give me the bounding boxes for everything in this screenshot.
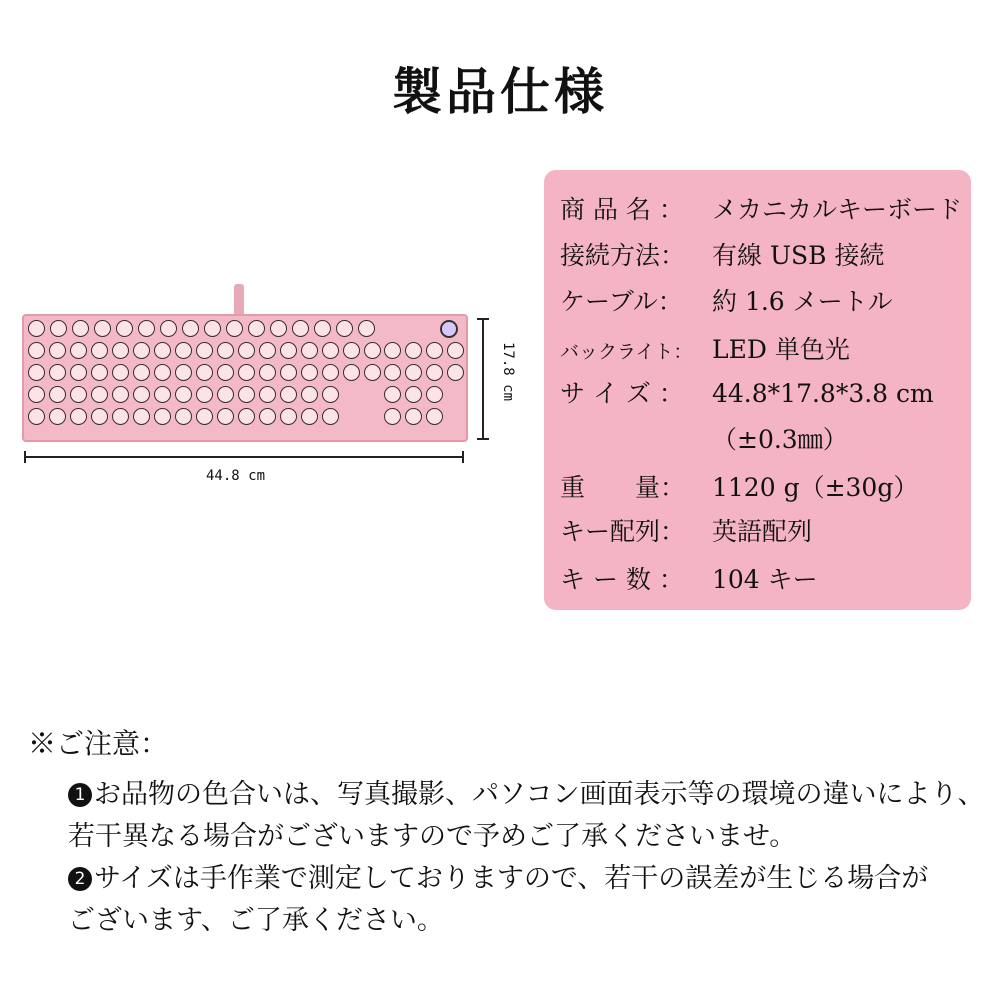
keycap [72, 320, 89, 337]
keycap [280, 408, 297, 425]
spec-label: キー配列： [560, 517, 686, 546]
keycap [280, 342, 297, 359]
keycap [175, 364, 192, 381]
spec-label: 接続方法： [560, 241, 686, 270]
keycap [314, 320, 331, 337]
keycap [70, 408, 87, 425]
keycap [91, 364, 108, 381]
keycap [259, 408, 276, 425]
spec-panel [544, 170, 971, 610]
numpad-keycap [426, 364, 443, 381]
spec-row-size [560, 374, 934, 410]
keycap [154, 342, 171, 359]
keycap [270, 320, 287, 337]
keycap [248, 320, 265, 337]
height-dimension-line [482, 318, 484, 440]
volume-knob [440, 320, 458, 338]
keycap [343, 364, 360, 381]
keycap [70, 386, 87, 403]
note-1-line-2 [68, 814, 796, 853]
keycap [133, 342, 150, 359]
keyboard-figure [16, 280, 516, 500]
keycap [238, 342, 255, 359]
keycap [133, 364, 150, 381]
numpad-keycap [405, 364, 422, 381]
spec-row-size-tolerance [560, 420, 848, 456]
spec-value: メカニカルキーボード [712, 195, 963, 224]
note-text: ございます、ご了承ください。 [68, 905, 444, 936]
keycap [301, 364, 318, 381]
keycap [175, 342, 192, 359]
keycap [196, 386, 213, 403]
keycap [322, 364, 339, 381]
numpad-keycap [426, 342, 443, 359]
keycap [259, 342, 276, 359]
keycap [204, 320, 221, 337]
keycap [112, 408, 129, 425]
keycap [217, 342, 234, 359]
spec-value: 1120 g（±30g） [712, 473, 919, 502]
numpad-keycap [405, 342, 422, 359]
keycap [154, 386, 171, 403]
keycap [160, 320, 177, 337]
keycap [364, 364, 381, 381]
keycap [196, 408, 213, 425]
keycap [280, 364, 297, 381]
keycap [336, 320, 353, 337]
keycap [49, 386, 66, 403]
height-label: 17.8 cm [500, 342, 516, 402]
keycap [49, 408, 66, 425]
keycap [292, 320, 309, 337]
spec-value: 英語配列 [712, 517, 813, 546]
keycap [322, 342, 339, 359]
note-text: 若干異なる場合がございますので予めご了承くださいませ。 [68, 821, 797, 852]
keycap [154, 408, 171, 425]
keycap [28, 364, 45, 381]
spec-row-layout [560, 512, 812, 548]
page-title: 製品仕様 [392, 62, 608, 121]
spec-value: （±0.3㎜） [712, 425, 848, 454]
width-dimension-line [24, 456, 464, 458]
note-text: お品物の色合いは、写真撮影、パソコン画面表示等の環境の違いにより、 [94, 779, 985, 810]
spec-label: ケーブル： [560, 287, 683, 316]
keycap [112, 342, 129, 359]
spec-row-weight [560, 468, 918, 504]
keycap [217, 408, 234, 425]
spec-label: バックライト： [560, 341, 693, 363]
keyboard-image [22, 314, 468, 442]
keycap [358, 320, 375, 337]
numpad-keycap [384, 342, 401, 359]
note-number-badge: 1 [68, 783, 92, 807]
keycap [28, 386, 45, 403]
keycap [91, 342, 108, 359]
note-2-line-2 [68, 898, 444, 937]
keycap [112, 364, 129, 381]
numpad-keycap [405, 386, 422, 403]
keycap [28, 320, 45, 337]
numpad-keycap [384, 408, 401, 425]
keycap [154, 364, 171, 381]
note-1-line-1 [68, 772, 984, 811]
spec-label: キ ー 数 ： [560, 565, 684, 594]
numpad-keycap [384, 364, 401, 381]
keycap [259, 364, 276, 381]
keycap [175, 386, 192, 403]
keycap [343, 342, 360, 359]
spec-label: 重 量： [560, 473, 686, 502]
spec-value: LED 単色光 [712, 335, 850, 364]
spec-row-key-count [560, 560, 818, 596]
keycap [133, 408, 150, 425]
keycap [70, 342, 87, 359]
keycap [322, 408, 339, 425]
keycap [182, 320, 199, 337]
keycap [238, 364, 255, 381]
note-2-line-1 [68, 856, 928, 895]
keycap [70, 364, 87, 381]
numpad-keycap [405, 408, 422, 425]
keycap [138, 320, 155, 337]
keycap [49, 364, 66, 381]
spec-label: サ イ ズ ： [560, 379, 684, 408]
keycap [301, 408, 318, 425]
keycap [301, 342, 318, 359]
spec-label: 商 品 名 ： [560, 195, 684, 224]
keycap [28, 408, 45, 425]
spec-value: 約 1.6 メートル [712, 287, 893, 316]
note-text: サイズは手作業で測定しておりますので、若干の誤差が生じる場合が [94, 863, 929, 894]
spec-row-product-name [560, 190, 962, 226]
spec-row-cable [560, 282, 893, 318]
keycap [196, 364, 213, 381]
notes-title: ※ご注意： [28, 727, 169, 760]
spec-value: 104 キー [712, 565, 818, 594]
numpad-keycap [384, 386, 401, 403]
keycap [238, 408, 255, 425]
keycap [175, 408, 192, 425]
keycap [280, 386, 297, 403]
keycap [217, 386, 234, 403]
keycap [133, 386, 150, 403]
keycap [50, 320, 67, 337]
keycap [322, 386, 339, 403]
keycap [112, 386, 129, 403]
keycap [238, 386, 255, 403]
spec-value: 44.8*17.8*3.8 cm [712, 379, 934, 408]
keyboard-cable [234, 284, 244, 316]
spec-value: 有線 USB 接続 [712, 241, 885, 270]
numpad-keycap [426, 386, 443, 403]
keycap [28, 342, 45, 359]
keycap [259, 386, 276, 403]
width-label: 44.8 cm [206, 468, 266, 484]
keycap [196, 342, 213, 359]
numpad-keycap [447, 364, 464, 381]
numpad-keycap [447, 342, 464, 359]
keycap [364, 342, 381, 359]
spec-row-backlight [560, 330, 850, 366]
numpad-keycap [426, 408, 443, 425]
keycap [91, 386, 108, 403]
note-number-badge: 2 [68, 867, 92, 891]
keycap [116, 320, 133, 337]
keycap [94, 320, 111, 337]
keycap [301, 386, 318, 403]
keycap [91, 408, 108, 425]
keycap [226, 320, 243, 337]
spec-row-connection [560, 236, 884, 272]
keycap [49, 342, 66, 359]
keycap [217, 364, 234, 381]
